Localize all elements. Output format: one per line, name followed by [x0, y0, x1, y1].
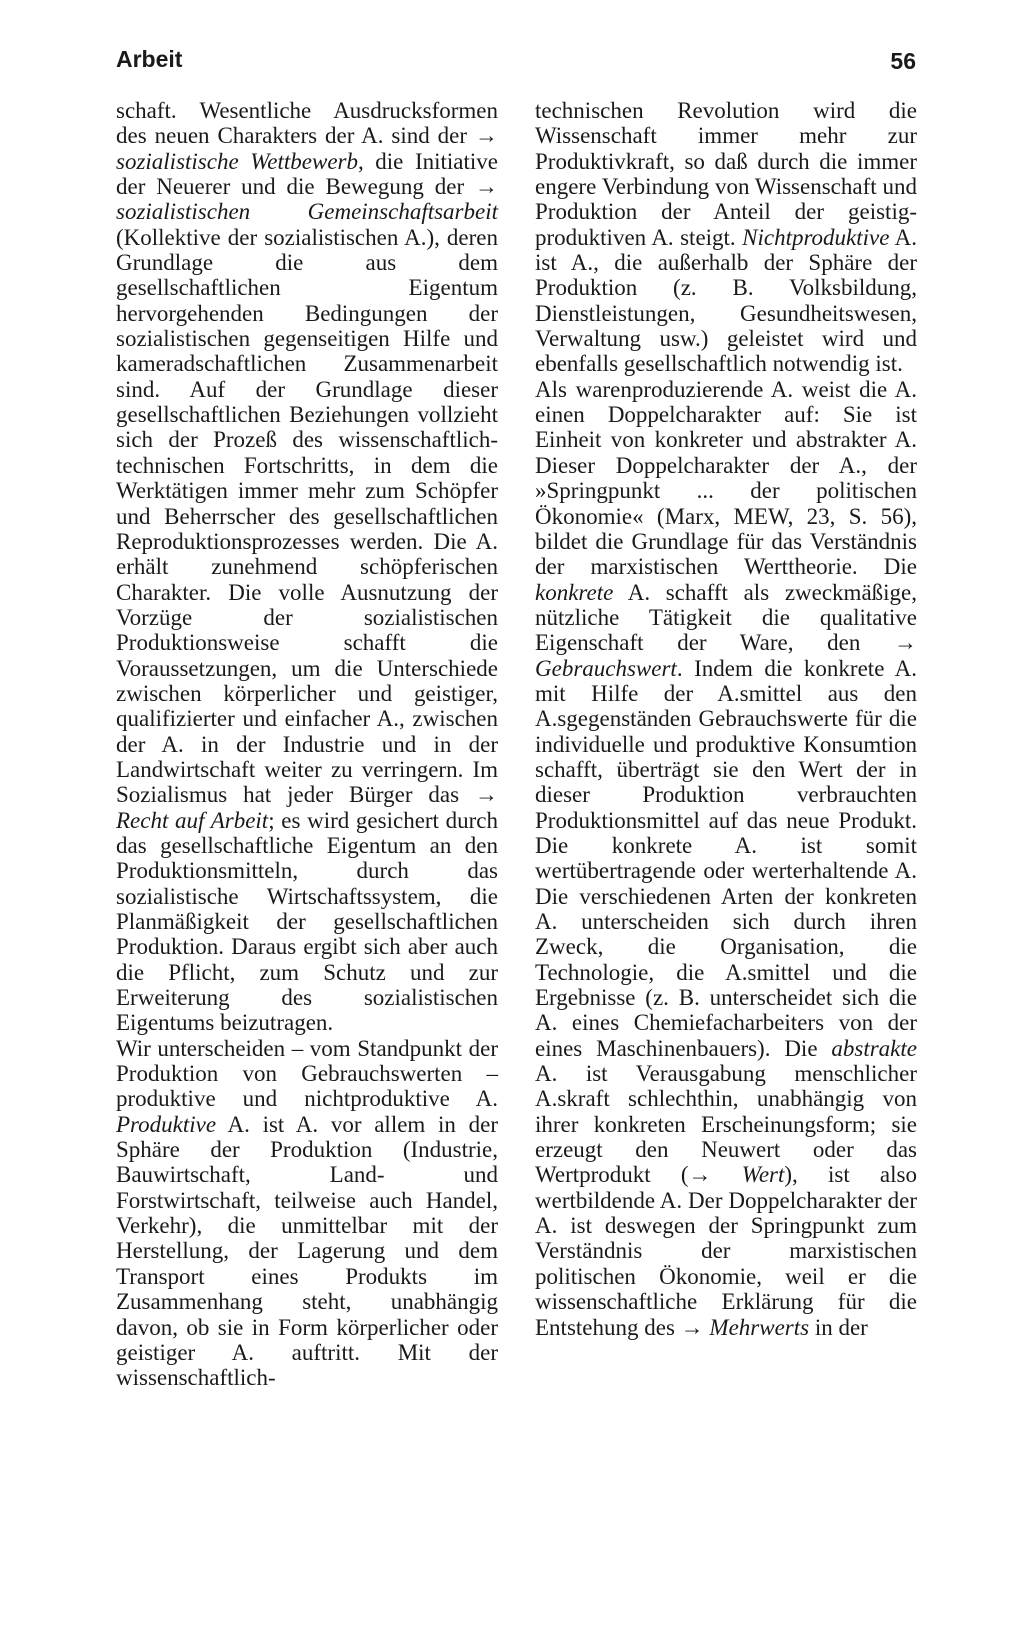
- left-column: [116, 98, 498, 1391]
- page-header: [116, 46, 916, 82]
- cross-reference-term: abstrakte: [831, 1035, 917, 1061]
- cross-reference-term: sozialistische Wettbewerb: [116, 148, 358, 174]
- cross-reference-term: Nichtproduktive: [742, 224, 890, 250]
- paragraph: [535, 377, 917, 1340]
- text-run: . Indem die konkrete A. mit Hilfe der A.smittel aus den A.sgegenständen Gebrauchswerte für die individuelle und produktive Konsumtion schafft, überträgt sie den Wert der in dieser Produktion verbrauchten Produktionsmittel auf das neue Produkt. Die konkrete A. ist somit wertübertragende oder werterhaltende A. Die verschiedenen Arten der konkreten A. unterscheiden sich durch ihren Zweck, die Organisation, die Technologie, die A.smittel und die Ergebnisse (z. B. unterscheidet sich die A. eines Chemiefacharbeiters von der eines Maschinenbauers). Die: [535, 655, 917, 1061]
- paragraph: [116, 1036, 498, 1391]
- text-run: , die Initiative der Neuerer und die Bewegung der →: [116, 148, 498, 200]
- cross-reference-term: Gebrauchswert: [535, 655, 677, 681]
- text-run: Als warenproduzierende A. weist die A. einen Doppelcharakter auf: Sie ist Einheit von konkreter und abstrakter A. Dieser Doppelcharakter der A., der »Springpunkt ... der politischen Ökonomie« (Marx, MEW, 23, S. 56), bildet die Grundlage für das Verständnis der marxistischen Werttheorie. Die: [535, 376, 917, 580]
- page-number: 56: [890, 48, 916, 74]
- paragraph: [116, 98, 498, 1036]
- cross-reference-term: konkrete: [535, 579, 614, 605]
- paragraph: [535, 98, 917, 377]
- cross-reference-term: Recht auf Arbeit: [116, 807, 269, 833]
- text-run: ), ist also wertbildende A. Der Doppelcharakter der A. ist deswegen der Springpunkt zum Verständnis der marxistischen politischen Ökonomie, weil er die wissenschaftliche Erklärung für die Entstehung des →: [535, 1162, 917, 1340]
- text-run: A. ist A. vor allem in der Sphäre der Produktion (Industrie, Bauwirtschaft, Land- und Forstwirtschaft, teilweise auch Handel, Verkehr), die unmittelbar mit der Herstellung, der Lagerung und dem Transport eines Produkts im Zusammenhang steht, unabhängig davon, ob sie in Form körperlicher oder geistiger A. auftritt. Mit der wissenschaftlich-: [116, 1111, 498, 1391]
- text-run: in der: [809, 1314, 868, 1340]
- cross-reference-term: sozialistischen Gemeinschaftsarbeit: [116, 199, 498, 225]
- text-run: Wir unterscheiden – vom Standpunkt der Produktion von Gebrauchswerten – produktive und nichtproduktive A.: [116, 1035, 498, 1112]
- text-run: schaft. Wesentliche Ausdrucksformen des neuen Charakters der A. sind der →: [116, 98, 498, 149]
- right-column: [535, 98, 917, 1340]
- text-run: A. schafft als zweckmäßige, nützliche Tätigkeit die qualitative Eigenschaft der Ware, den →: [535, 579, 917, 656]
- running-head-keyword: Arbeit: [116, 46, 183, 72]
- text-run: A. ist A., die außerhalb der Sphäre der Produktion (z. B. Volksbildung, Dienstleistungen, Gesundheitswesen, Verwaltung usw.) geleistet wird und ebenfalls gesellschaftlich notwendig ist.: [535, 224, 917, 377]
- cross-reference-term: Produktive: [116, 1111, 217, 1137]
- text-run: technischen Revolution wird die Wissenschaft immer mehr zur Produktivkraft, so daß durch die immer engere Verbindung von Wissenschaft und Produktion der Anteil der geistig-produktiven A. steigt.: [535, 98, 917, 250]
- text-run: (Kollektive der sozialistischen A.), deren Grundlage die aus dem gesellschaftlichen Eigentum hervorgehenden Bedingungen der sozialistischen gegenseitigen Hilfe und kameradschaftlichen Zusammenarbeit sind. Auf der Grundlage dieser gesellschaftlichen Beziehungen vollzieht sich der Prozeß des wissenschaftlich-technischen Fortschritts, in dem die Werktätigen immer mehr zum Schöpfer und Beherrscher des gesellschaftlichen Reproduktionsprozesses werden. Die A. erhält zunehmend schöpferischen Charakter. Die volle Ausnutzung der Vorzüge der sozialistischen Produktionsweise schafft die Voraussetzungen, um die Unterschiede zwischen körperlicher und geistiger, qualifizierter und einfacher A., zwischen der A. in der Industrie und in der Landwirtschaft weiter zu verringern. Im Sozialismus hat jeder Bürger das →: [116, 224, 498, 808]
- text-run: A. ist Verausgabung menschlicher A.skraft schlechthin, unabhängig von ihrer konkreten Erscheinungsform; sie erzeugt den Neuwert oder das Wertprodukt (→: [535, 1061, 917, 1188]
- cross-reference-term: Wert: [741, 1162, 785, 1188]
- text-run: ; es wird gesichert durch das gesellschaftliche Eigentum an den Produktionsmitteln, durch das sozialistische Wirtschaftssystem, die Planmäßigkeit der gesellschaftlichen Produktion. Daraus ergibt sich aber auch die Pflicht, zum Schutz und zur Erweiterung des sozialistischen Eigentums beizutragen.: [116, 807, 498, 1036]
- cross-reference-term: Mehrwerts: [709, 1314, 810, 1340]
